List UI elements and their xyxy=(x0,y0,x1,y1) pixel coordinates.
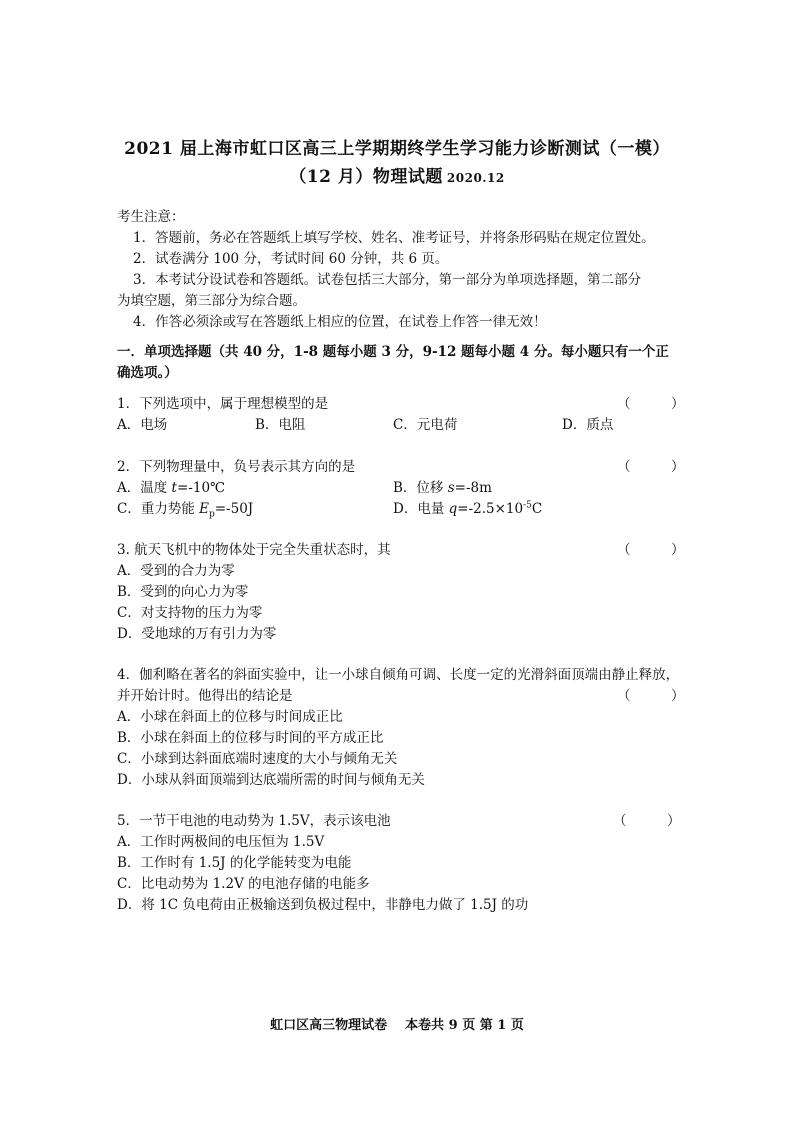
q2-d-var: q xyxy=(448,501,458,517)
q3-answer-bracket: （ ） xyxy=(617,542,685,558)
q5-option-d: D．将 1C 负电荷由正极输送到负极过程中，非静电力做了 1.5J 的功 xyxy=(117,897,529,913)
q2-option-c xyxy=(117,497,253,520)
q3-option-d: D．受地球的万有引力为零 xyxy=(117,626,277,642)
q3-option-c: C．对支持物的压力为零 xyxy=(117,605,263,621)
q1-option-b: B．电阻 xyxy=(255,417,306,433)
footer-page-info: 本卷共 9 页 第 1 页 xyxy=(405,1018,524,1033)
q3-option-b: B．受到的向心力为零 xyxy=(117,584,249,600)
q2-c-val: =-50J xyxy=(214,501,254,517)
q2-option-d xyxy=(393,497,542,517)
q4-option-c: C．小球到达斜面底端时速度的大小与倾角无关 xyxy=(117,751,398,767)
q2-d-val: =-2.5×10 xyxy=(457,501,524,517)
q1-option-c: C．元电荷 xyxy=(393,417,458,433)
q4-option-b: B．小球在斜面上的位移与时间的平方成正比 xyxy=(117,730,384,746)
page-title: 2021 届上海市虹口区高三上学期期终学生学习能力诊断测试（一模） xyxy=(124,139,670,159)
q5-answer-bracket: （ ） xyxy=(613,813,681,829)
q2-answer-bracket: （ ） xyxy=(617,459,685,475)
notice-heading: 考生注意： xyxy=(117,209,185,225)
q1-answer-bracket: （ ） xyxy=(617,396,685,412)
notice-item-2: 2．试卷满分 100 分，考试时间 60 分钟，共 6 页。 xyxy=(133,251,449,267)
q2-a-var: t xyxy=(171,480,177,496)
q2-b-label: B．位移 xyxy=(393,480,448,496)
q2-d-unit: C xyxy=(531,501,543,517)
q2-d-sup: -5 xyxy=(523,500,532,511)
q1-option-d: D．质点 xyxy=(562,417,614,433)
q2-option-a xyxy=(117,476,225,496)
q2-c-sub: p xyxy=(208,509,215,520)
notice-item-1: 1．答题前，务必在答题纸上填写学校、姓名、准考证号，并将条形码贴在规定位置处。 xyxy=(133,230,655,246)
page-subtitle xyxy=(0,162,794,187)
q4-option-d: D．小球从斜面顶端到达底端所需的时间与倾角无关 xyxy=(117,772,425,788)
q4-option-a: A．小球在斜面上的位移与时间成正比 xyxy=(117,709,343,725)
q4-stem-cont: 并开始计时。他得出的结论是 xyxy=(117,688,293,704)
notice-item-4: 4．作答必须涂或写在答题纸上相应的位置，在试卷上作答一律无效！ xyxy=(133,314,547,330)
subtitle-date: 2020.12 xyxy=(446,171,505,185)
q2-a-val: =-10℃ xyxy=(176,480,226,496)
q5-option-a: A．工作时两极间的电压恒为 1.5V xyxy=(117,834,325,850)
page-footer xyxy=(0,1014,794,1033)
q2-b-val: =-8m xyxy=(454,480,492,496)
notice-item-3: 3．本考试分设试卷和答题纸。试卷包括三大部分，第一部分为单项选择题，第二部分 xyxy=(133,272,642,288)
q3-option-a: A．受到的合力为零 xyxy=(117,563,235,579)
footer-exam-name: 虹口区高三物理试卷 xyxy=(270,1018,388,1033)
section-heading: 一．单项选择题（共 40 分，1-8 题每小题 3 分，9-12 题每小题 4 分。每小题只有一个正 xyxy=(117,344,669,360)
q2-c-var: E xyxy=(199,501,209,517)
q2-b-var: s xyxy=(447,480,455,496)
q5-option-b: B．工作时有 1.5J 的化学能转变为电能 xyxy=(117,855,352,871)
notice-item-3-cont: 为填空题，第三部分为综合题。 xyxy=(117,293,306,309)
q1-stem: 1．下列选项中，属于理想模型的是 xyxy=(117,396,329,412)
q3-stem: 3. 航天飞机中的物体处于完全失重状态时，其 xyxy=(117,542,391,558)
q2-a-label: A．温度 xyxy=(117,480,172,496)
section-heading-cont: 确选项。） xyxy=(117,365,178,381)
q1-option-a: A．电场 xyxy=(117,417,168,433)
q5-option-c: C．比电动势为 1.2V 的电池存储的电能多 xyxy=(117,876,370,892)
q2-option-b xyxy=(393,476,492,496)
q2-c-label: C．重力势能 xyxy=(117,501,200,517)
q4-answer-bracket: （ ） xyxy=(617,688,685,704)
q2-d-label: D．电量 xyxy=(393,501,449,517)
q5-stem: 5．一节干电池的电动势为 1.5V，表示该电池 xyxy=(117,813,391,829)
subtitle-text: （12 月）物理试题 xyxy=(289,167,443,187)
q4-stem: 4．伽利略在著名的斜面实验中，让一小球自倾角可调、长度一定的光滑斜面顶端由静止释放， xyxy=(117,667,680,683)
q2-stem: 2．下列物理量中，负号表示其方向的是 xyxy=(117,459,356,475)
